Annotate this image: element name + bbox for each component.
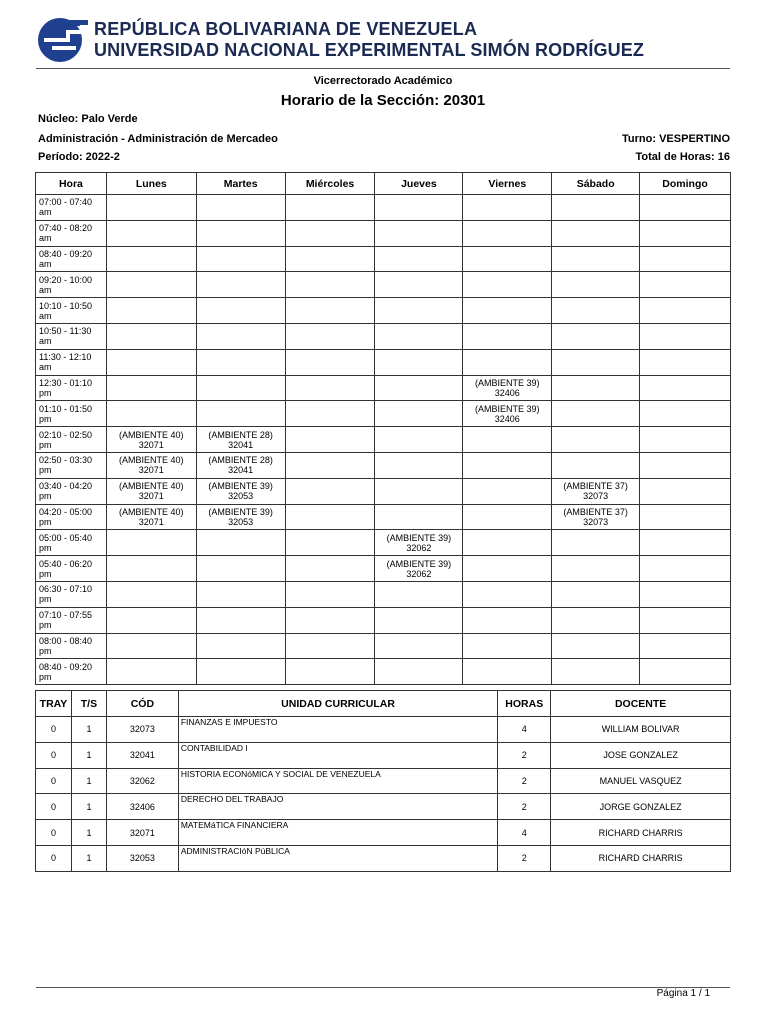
period-label: Período: 2022-2	[38, 151, 120, 163]
schedule-cell	[640, 272, 731, 298]
course-horas-cell: 4	[498, 820, 551, 846]
schedule-cell	[552, 298, 640, 324]
shift-label: Turno: VESPERTINO	[622, 133, 730, 145]
schedule-cell	[640, 607, 731, 633]
schedule-cell	[285, 452, 375, 478]
course-horas-cell: 2	[498, 845, 551, 871]
classroom-label: (AMBIENTE 37)	[563, 481, 628, 492]
course-docente-cell: RICHARD CHARRIS	[551, 820, 731, 846]
schedule-cell	[552, 272, 640, 298]
course-tray-cell: 0	[36, 717, 72, 743]
total-hours-label: Total de Horas: 16	[635, 151, 730, 163]
schedule-cell	[552, 633, 640, 659]
courses-col-header: CÓD	[106, 691, 178, 717]
schedule-cell	[106, 427, 196, 453]
courses-col-header: UNIDAD CURRICULAR	[178, 691, 497, 717]
schedule-cell	[106, 375, 196, 401]
schedule-row	[36, 272, 731, 298]
schedule-cell	[106, 504, 196, 530]
schedule-cell	[640, 246, 731, 272]
schedule-cell	[463, 530, 552, 556]
schedule-cell	[640, 556, 731, 582]
schedule-cell	[463, 220, 552, 246]
course-code: 32041	[228, 439, 254, 450]
schedule-cell	[552, 478, 640, 504]
hour-cell: 06:30 - 07:10 pm	[36, 581, 107, 607]
schedule-cell	[375, 298, 463, 324]
schedule-cell	[285, 220, 375, 246]
hour-cell: 12:30 - 01:10 pm	[36, 375, 107, 401]
schedule-cell	[196, 220, 285, 246]
schedule-cell	[552, 530, 640, 556]
schedule-cell	[285, 607, 375, 633]
schedule-cell	[375, 323, 463, 349]
schedule-cell	[196, 298, 285, 324]
course-code: 32073	[583, 491, 609, 502]
schedule-cell	[640, 427, 731, 453]
schedule-cell	[552, 427, 640, 453]
schedule-cell	[106, 478, 196, 504]
schedule-cell	[375, 581, 463, 607]
course-row	[36, 794, 731, 820]
schedule-row	[36, 504, 731, 530]
schedule-cell	[106, 530, 196, 556]
course-uc-cell: DERECHO DEL TRABAJO	[178, 794, 497, 820]
schedule-cell	[463, 607, 552, 633]
schedule-cell	[463, 401, 552, 427]
hour-cell: 08:40 - 09:20 am	[36, 246, 107, 272]
schedule-cell	[106, 581, 196, 607]
schedule-cell	[196, 272, 285, 298]
schedule-cell	[375, 375, 463, 401]
course-horas-cell: 4	[498, 717, 551, 743]
schedule-col-header: Jueves	[375, 173, 463, 195]
course-ts-cell: 1	[71, 742, 106, 768]
schedule-row	[36, 298, 731, 324]
schedule-cell	[552, 375, 640, 401]
schedule-cell	[285, 633, 375, 659]
schedule-cell	[106, 607, 196, 633]
schedule-cell	[196, 607, 285, 633]
hour-cell: 02:50 - 03:30 pm	[36, 452, 107, 478]
header-divider	[36, 68, 730, 69]
schedule-cell	[552, 581, 640, 607]
course-code: 32073	[583, 516, 609, 527]
schedule-col-header: Miércoles	[285, 173, 375, 195]
course-code: 32406	[494, 387, 520, 398]
course-ts-cell: 1	[71, 820, 106, 846]
courses-col-header: TRAY	[36, 691, 72, 717]
schedule-cell	[375, 220, 463, 246]
course-uc-cell: CONTABILIDAD I	[178, 742, 497, 768]
schedule-cell	[552, 195, 640, 221]
schedule-table	[35, 172, 731, 685]
schedule-cell	[106, 556, 196, 582]
schedule-cell	[552, 323, 640, 349]
schedule-cell	[196, 478, 285, 504]
course-docente-cell: WILLIAM BOLIVAR	[551, 717, 731, 743]
schedule-cell	[106, 349, 196, 375]
course-uc-cell: FINANZAS E IMPUESTO	[178, 717, 497, 743]
schedule-cell	[106, 220, 196, 246]
schedule-cell	[106, 401, 196, 427]
schedule-cell	[375, 401, 463, 427]
schedule-cell	[463, 195, 552, 221]
schedule-cell	[285, 195, 375, 221]
schedule-cell	[640, 633, 731, 659]
schedule-cell	[285, 246, 375, 272]
republic-name: REPÚBLICA BOLIVARIANA DE VENEZUELA	[94, 19, 478, 39]
schedule-cell	[463, 452, 552, 478]
schedule-cell	[640, 375, 731, 401]
university-name: UNIVERSIDAD NACIONAL EXPERIMENTAL SIMÓN RODRÍGUEZ	[94, 40, 644, 60]
schedule-cell	[106, 659, 196, 685]
courses-header-row	[36, 691, 731, 717]
schedule-cell	[196, 581, 285, 607]
course-code: 32406	[494, 413, 520, 424]
schedule-cell	[196, 246, 285, 272]
course-code: 32041	[228, 465, 254, 476]
schedule-cell	[640, 530, 731, 556]
schedule-cell	[640, 504, 731, 530]
schedule-row	[36, 607, 731, 633]
schedule-cell	[196, 530, 285, 556]
schedule-cell	[106, 195, 196, 221]
schedule-cell	[196, 504, 285, 530]
course-tray-cell: 0	[36, 845, 72, 871]
course-cod-cell: 32406	[106, 794, 178, 820]
course-cod-cell: 32071	[106, 820, 178, 846]
course-code: 32062	[406, 542, 432, 553]
schedule-cell	[285, 323, 375, 349]
schedule-cell	[285, 349, 375, 375]
course-ts-cell: 1	[71, 845, 106, 871]
schedule-cell	[640, 478, 731, 504]
schedule-row	[36, 530, 731, 556]
schedule-cell	[552, 401, 640, 427]
schedule-cell	[285, 478, 375, 504]
schedule-cell	[640, 401, 731, 427]
course-docente-cell: JOSE GONZALEZ	[551, 742, 731, 768]
schedule-cell	[196, 633, 285, 659]
page-title: Horario de la Sección: 20301	[280, 92, 486, 109]
schedule-cell	[463, 246, 552, 272]
schedule-col-header: Martes	[196, 173, 285, 195]
hour-cell: 05:40 - 06:20 pm	[36, 556, 107, 582]
schedule-cell	[640, 659, 731, 685]
unesr-logo-icon	[36, 16, 90, 64]
schedule-col-header: Domingo	[640, 173, 731, 195]
course-code: 32071	[138, 491, 164, 502]
schedule-cell	[640, 195, 731, 221]
schedule-cell	[552, 452, 640, 478]
schedule-cell	[106, 272, 196, 298]
schedule-cell	[552, 220, 640, 246]
schedule-cell	[196, 323, 285, 349]
course-cod-cell: 32062	[106, 768, 178, 794]
classroom-label: (AMBIENTE 37)	[563, 506, 628, 517]
schedule-cell	[375, 504, 463, 530]
course-tray-cell: 0	[36, 768, 72, 794]
schedule-cell	[285, 504, 375, 530]
footer-divider	[36, 987, 730, 988]
schedule-cell	[375, 427, 463, 453]
course-code: 32053	[228, 516, 254, 527]
schedule-cell	[640, 349, 731, 375]
courses-col-header: T/S	[71, 691, 106, 717]
classroom-label: (AMBIENTE 28)	[208, 429, 273, 440]
schedule-cell	[285, 272, 375, 298]
schedule-cell	[196, 349, 285, 375]
schedule-cell	[463, 375, 552, 401]
classroom-label: (AMBIENTE 28)	[208, 455, 273, 466]
courses-col-header: HORAS	[498, 691, 551, 717]
course-tray-cell: 0	[36, 794, 72, 820]
course-horas-cell: 2	[498, 794, 551, 820]
schedule-cell	[285, 427, 375, 453]
schedule-cell	[552, 556, 640, 582]
schedule-cell	[552, 504, 640, 530]
schedule-cell	[463, 581, 552, 607]
schedule-cell	[463, 633, 552, 659]
course-docente-cell: MANUEL VASQUEZ	[551, 768, 731, 794]
schedule-cell	[640, 581, 731, 607]
hour-cell: 02:10 - 02:50 pm	[36, 427, 107, 453]
hour-cell: 04:20 - 05:00 pm	[36, 504, 107, 530]
schedule-cell	[640, 452, 731, 478]
course-tray-cell: 0	[36, 820, 72, 846]
course-row	[36, 820, 731, 846]
hour-cell: 08:00 - 08:40 pm	[36, 633, 107, 659]
schedule-cell	[375, 530, 463, 556]
hour-cell: 10:50 - 11:30 am	[36, 323, 107, 349]
schedule-row	[36, 195, 731, 221]
schedule-cell	[196, 452, 285, 478]
course-cod-cell: 32041	[106, 742, 178, 768]
schedule-cell	[463, 427, 552, 453]
hour-cell: 11:30 - 12:10 am	[36, 349, 107, 375]
schedule-row	[36, 401, 731, 427]
hour-cell: 01:10 - 01:50 pm	[36, 401, 107, 427]
schedule-cell	[375, 272, 463, 298]
schedule-cell	[196, 401, 285, 427]
hour-cell: 07:10 - 07:55 pm	[36, 607, 107, 633]
schedule-cell	[285, 375, 375, 401]
schedule-row	[36, 349, 731, 375]
course-docente-cell: RICHARD CHARRIS	[551, 845, 731, 871]
schedule-cell	[552, 659, 640, 685]
schedule-col-header: Sábado	[552, 173, 640, 195]
course-cod-cell: 32073	[106, 717, 178, 743]
schedule-row	[36, 659, 731, 685]
schedule-cell	[640, 323, 731, 349]
schedule-row	[36, 452, 731, 478]
schedule-row	[36, 375, 731, 401]
schedule-cell	[463, 556, 552, 582]
course-row	[36, 717, 731, 743]
institution-header	[94, 19, 644, 61]
schedule-cell	[375, 556, 463, 582]
classroom-label: (AMBIENTE 40)	[119, 481, 184, 492]
schedule-cell	[285, 581, 375, 607]
course-row	[36, 845, 731, 871]
classroom-label: (AMBIENTE 39)	[386, 532, 452, 543]
course-code: 32053	[228, 491, 254, 502]
schedule-cell	[463, 272, 552, 298]
schedule-row	[36, 478, 731, 504]
classroom-label: (AMBIENTE 39)	[386, 558, 452, 569]
classroom-label: (AMBIENTE 39)	[208, 481, 273, 492]
schedule-row	[36, 323, 731, 349]
hour-cell: 07:40 - 08:20 am	[36, 220, 107, 246]
schedule-cell	[640, 298, 731, 324]
schedule-cell	[285, 659, 375, 685]
program-label: Administración - Administración de Mercadeo	[38, 133, 278, 145]
course-row	[36, 742, 731, 768]
hour-cell: 03:40 - 04:20 pm	[36, 478, 107, 504]
schedule-cell	[463, 478, 552, 504]
schedule-cell	[285, 556, 375, 582]
schedule-cell	[640, 220, 731, 246]
schedule-cell	[463, 504, 552, 530]
schedule-cell	[552, 349, 640, 375]
schedule-cell	[375, 195, 463, 221]
schedule-cell	[196, 427, 285, 453]
schedule-col-header: Lunes	[106, 173, 196, 195]
page-number: Página 1 / 1	[656, 988, 710, 999]
schedule-cell	[552, 607, 640, 633]
schedule-cell	[375, 349, 463, 375]
course-tray-cell: 0	[36, 742, 72, 768]
schedule-cell	[375, 246, 463, 272]
course-uc-cell: MATEMáTICA FINANCIERA	[178, 820, 497, 846]
schedule-cell	[375, 633, 463, 659]
schedule-row	[36, 246, 731, 272]
hour-cell: 09:20 - 10:00 am	[36, 272, 107, 298]
schedule-header-row	[36, 173, 731, 195]
hour-cell: 10:10 - 10:50 am	[36, 298, 107, 324]
schedule-cell	[463, 298, 552, 324]
hour-cell: 05:00 - 05:40 pm	[36, 530, 107, 556]
course-code: 32062	[406, 568, 432, 579]
schedule-cell	[375, 659, 463, 685]
schedule-cell	[106, 246, 196, 272]
course-uc-cell: HISTORIA ECONóMICA Y SOCIAL DE VENEZUELA	[178, 768, 497, 794]
schedule-row	[36, 633, 731, 659]
classroom-label: (AMBIENTE 40)	[119, 506, 184, 517]
course-row	[36, 768, 731, 794]
schedule-cell	[196, 556, 285, 582]
classroom-label: (AMBIENTE 39)	[475, 377, 540, 388]
vicerrectorado-label: Vicerrectorado Académico	[313, 75, 453, 87]
schedule-cell	[285, 298, 375, 324]
schedule-cell	[106, 323, 196, 349]
schedule-row	[36, 427, 731, 453]
schedule-cell	[285, 530, 375, 556]
course-horas-cell: 2	[498, 742, 551, 768]
course-code: 32071	[138, 465, 164, 476]
course-cod-cell: 32053	[106, 845, 178, 871]
course-ts-cell: 1	[71, 717, 106, 743]
schedule-cell	[106, 452, 196, 478]
courses-col-header: DOCENTE	[551, 691, 731, 717]
schedule-row	[36, 581, 731, 607]
schedule-cell	[375, 607, 463, 633]
schedule-col-header: Viernes	[463, 173, 552, 195]
course-docente-cell: JORGE GONZALEZ	[551, 794, 731, 820]
classroom-label: (AMBIENTE 40)	[119, 429, 184, 440]
classroom-label: (AMBIENTE 40)	[119, 455, 184, 466]
hour-cell: 08:40 - 09:20 pm	[36, 659, 107, 685]
schedule-row	[36, 556, 731, 582]
course-ts-cell: 1	[71, 794, 106, 820]
course-horas-cell: 2	[498, 768, 551, 794]
course-code: 32071	[138, 439, 164, 450]
classroom-label: (AMBIENTE 39)	[475, 403, 540, 414]
schedule-cell	[196, 659, 285, 685]
schedule-cell	[463, 323, 552, 349]
schedule-cell	[106, 633, 196, 659]
schedule-cell	[552, 246, 640, 272]
schedule-cell	[196, 195, 285, 221]
schedule-col-header: Hora	[36, 173, 107, 195]
schedule-row	[36, 220, 731, 246]
course-uc-cell: ADMINISTRACIóN PúBLICA	[178, 845, 497, 871]
course-code: 32071	[138, 516, 164, 527]
schedule-cell	[196, 375, 285, 401]
classroom-label: (AMBIENTE 39)	[208, 506, 273, 517]
courses-table	[35, 690, 731, 872]
nucleo-label: Núcleo: Palo Verde	[38, 113, 138, 125]
hour-cell: 07:00 - 07:40 am	[36, 195, 107, 221]
schedule-cell	[106, 298, 196, 324]
schedule-cell	[463, 349, 552, 375]
schedule-cell	[285, 401, 375, 427]
schedule-cell	[463, 659, 552, 685]
schedule-cell	[375, 452, 463, 478]
schedule-cell	[375, 478, 463, 504]
course-ts-cell: 1	[71, 768, 106, 794]
